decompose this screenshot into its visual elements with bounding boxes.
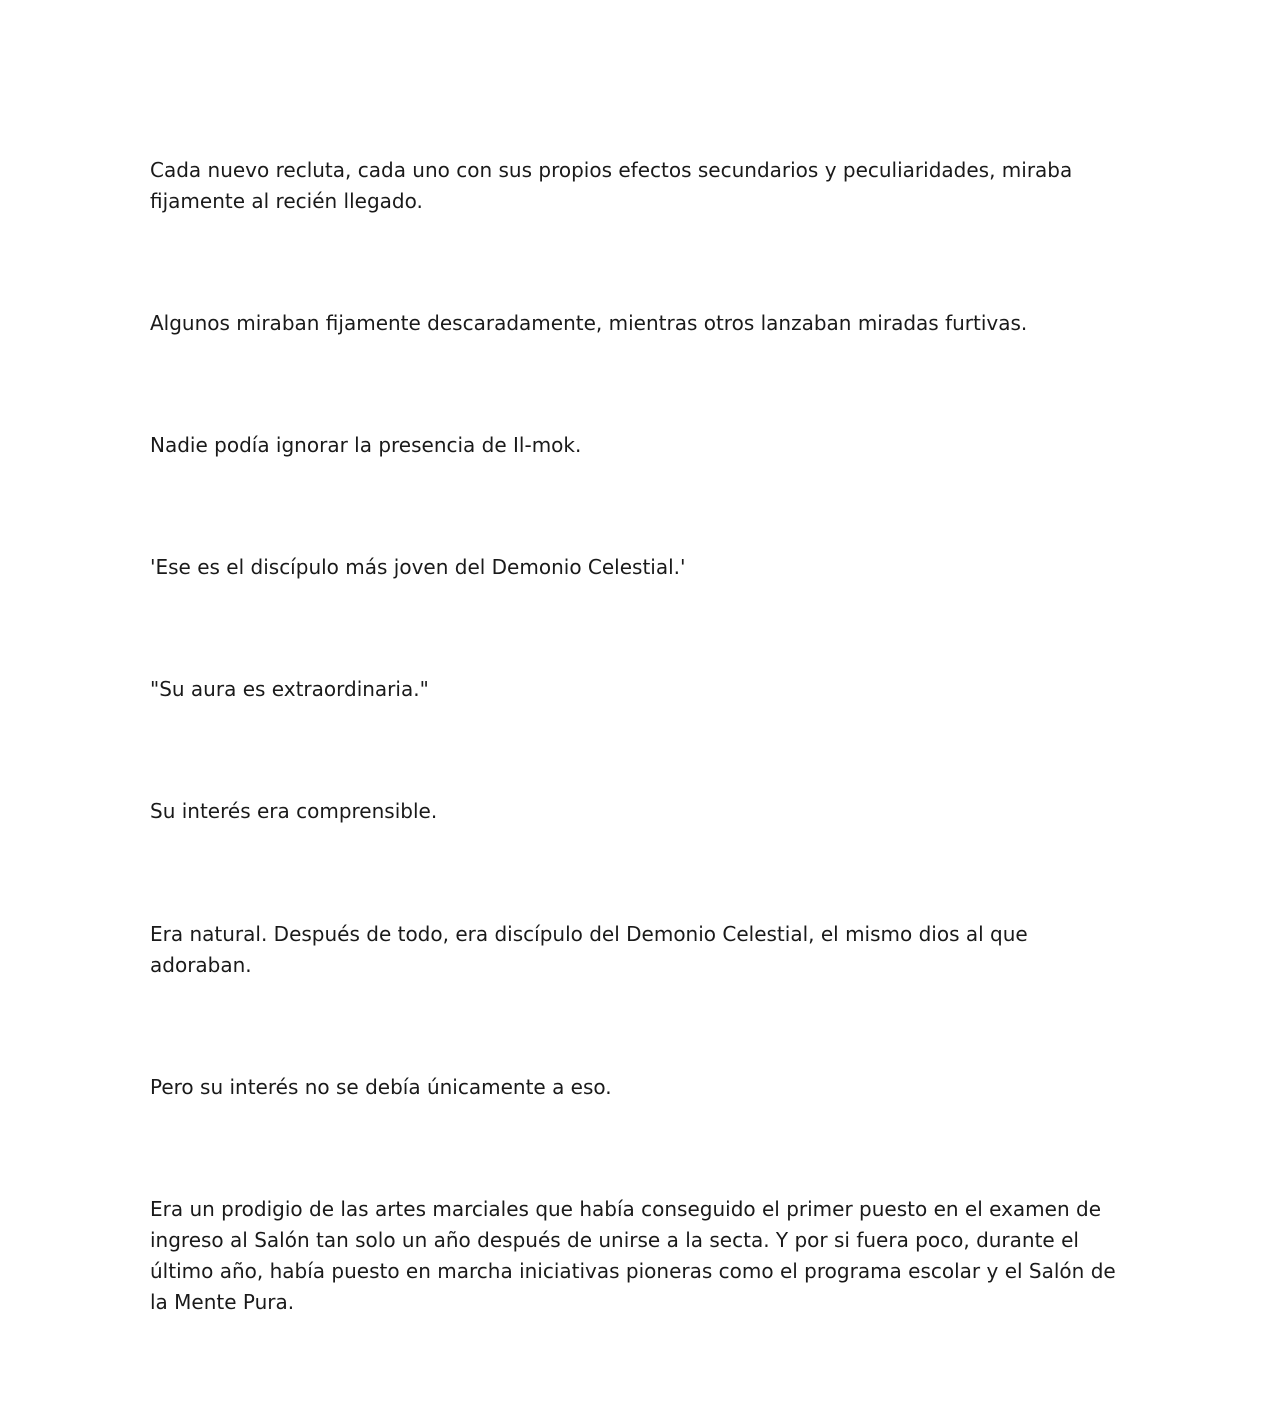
paragraph: Cada nuevo recluta, cada uno con sus propios efectos secundarios y peculiaridades, miraba fijamente al recién llegado.: [150, 158, 1073, 213]
paragraph: 'Ese es el discípulo más joven del Demonio Celestial.': [150, 555, 686, 579]
paragraph: Nadie podía ignorar la presencia de Il-mok.: [150, 433, 582, 457]
paragraph: "Su aura es extraordinaria.": [150, 677, 429, 701]
paragraph: Era natural. Después de todo, era discípulo del Demonio Celestial, el mismo dios al que adoraban.: [150, 922, 1028, 977]
paragraph: Algunos miraban fijamente descaradamente, mientras otros lanzaban miradas furtivas.: [150, 311, 1028, 335]
paragraph: Pero su interés no se debía únicamente a eso.: [150, 1075, 612, 1099]
paragraph: Su interés era comprensible.: [150, 799, 438, 823]
paragraph: Era un prodigio de las artes marciales que había conseguido el primer puesto en el examen de ingreso al Salón tan solo un año después de unirse a la secta. Y por si fuera poco, durante el último año, había puesto en marcha iniciativas pioneras como el programa escolar y el Salón de la Mente Pura.: [150, 1197, 1116, 1314]
